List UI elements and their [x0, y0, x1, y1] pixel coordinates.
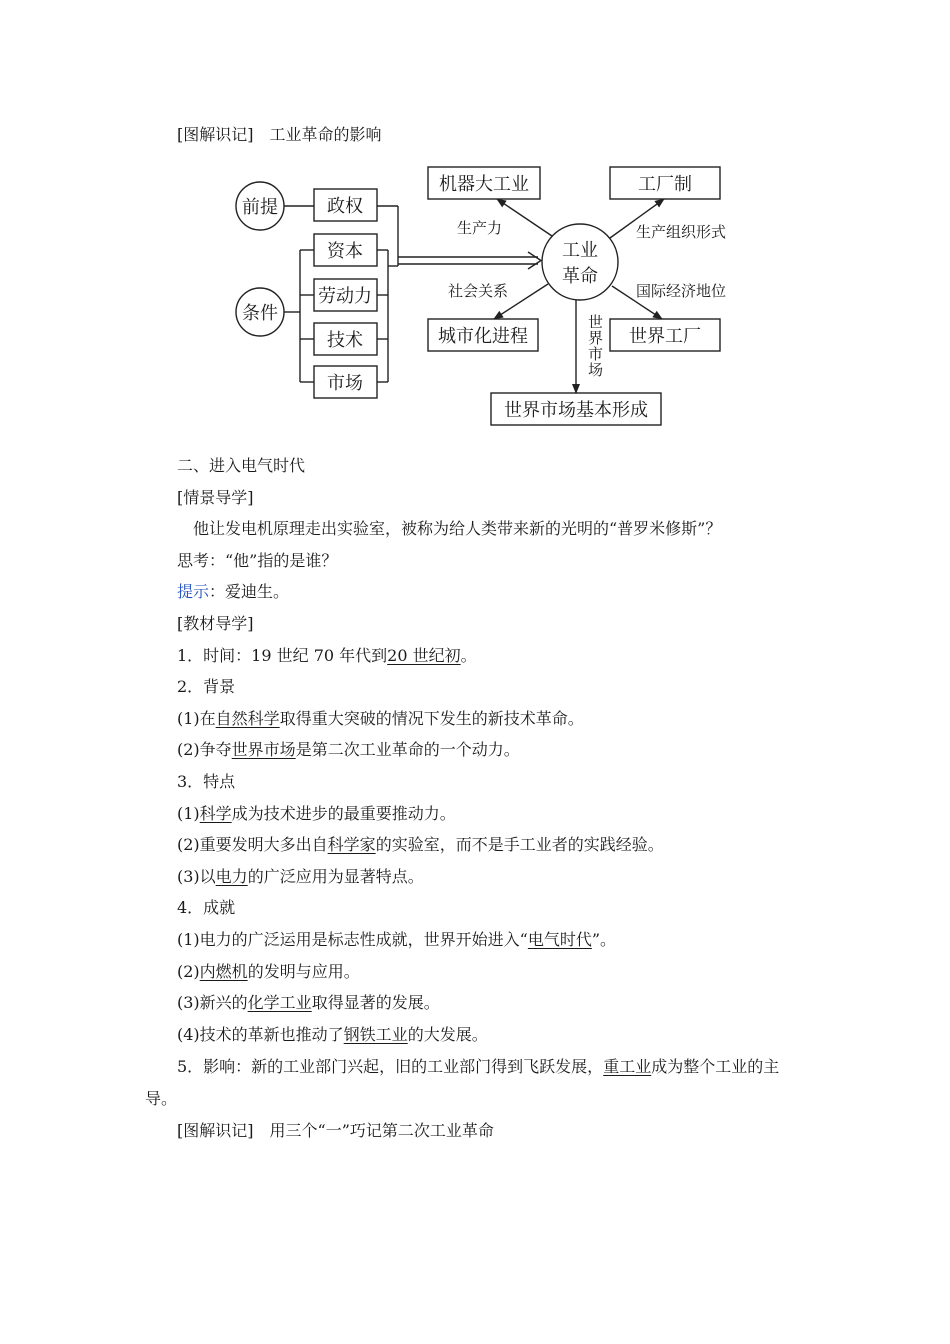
time-pre: 1．时间：19 世纪 70 年代到: [177, 646, 388, 665]
feature-item-3: [177, 866, 424, 888]
a1-post: ”。: [591, 930, 617, 949]
achievements-heading: 4．成就: [177, 898, 236, 917]
bg2-pre: (2)争夺: [177, 740, 232, 759]
achievement-item-3: [177, 992, 440, 1014]
factory-system-label: 工厂制: [638, 174, 692, 195]
achievement-item-4: [177, 1024, 488, 1046]
feature-item-1: [177, 803, 456, 825]
f2-answer: 科学家: [327, 835, 376, 854]
industrial-revolution-circle: [542, 224, 618, 300]
a4-pre: (4)技术的革新也推动了: [177, 1025, 344, 1044]
industrial-revolution-impact-diagram: [0, 0, 950, 440]
scenario-text: 他让发电机原理走出实验室，被称为给人类带来新的光明的“普罗米修斯”？: [193, 519, 722, 538]
textbook-tag: [教材导学]: [177, 614, 254, 633]
conditions-label: 条件: [242, 303, 278, 324]
market-label: 市场: [327, 373, 363, 394]
a2-post: 的发明与应用。: [247, 962, 360, 981]
technology-label: 技术: [327, 330, 363, 351]
diagram-heading-2: [177, 1120, 494, 1142]
machine-industry-label: 机器大工业: [439, 174, 529, 195]
a1-pre: (1)电力的广泛运用是标志性成就，世界开始进入“: [177, 930, 528, 949]
intl-position-edge-label: 国际经济地位: [636, 282, 727, 300]
impact-answer: 重工业: [603, 1057, 652, 1076]
heading-tag: [图解识记]: [177, 125, 254, 144]
world-market-edge-char-1: 世: [588, 313, 604, 331]
impact-item: [177, 1056, 779, 1078]
bg2-answer: 世界市场: [231, 740, 296, 759]
f3-pre: (3)以: [177, 867, 216, 886]
urbanization-label: 城市化进程: [438, 326, 528, 347]
a3-answer: 化学工业: [247, 993, 312, 1012]
background-heading: 2．背景: [177, 677, 236, 696]
world-factory-label: 世界工厂: [629, 326, 701, 347]
hint-label: 提示: [177, 582, 210, 601]
feature-item-2: [177, 834, 664, 856]
a1-answer: 电气时代: [527, 930, 592, 949]
capital-label: 资本: [327, 241, 363, 262]
f2-pre: (2)重要发明大多出自: [177, 835, 328, 854]
bg1-pre: (1)在: [177, 709, 216, 728]
regime-label: 政权: [327, 196, 363, 217]
center-label-line2: 革命: [562, 266, 598, 287]
f3-answer: 电力: [215, 867, 248, 886]
time-answer: 20 世纪初: [387, 646, 461, 665]
productivity-edge-label: 生产力: [457, 219, 503, 237]
think-question: 思考：“他”指的是谁？: [177, 551, 338, 570]
heading-title: 工业革命的影响: [269, 125, 382, 144]
world-market-formed-label: 世界市场基本形成: [504, 400, 648, 421]
bg2-post: 是第二次工业革命的一个动力。: [295, 740, 520, 759]
time-post: 。: [460, 646, 477, 665]
f1-pre: (1): [177, 804, 200, 823]
labor-label: 劳动力: [318, 286, 372, 307]
world-market-edge-char-2: 界: [588, 329, 604, 347]
background-item-1: [177, 708, 584, 730]
time-item: [177, 645, 477, 667]
features-heading: 3．特点: [177, 772, 236, 791]
f2-post: 的实验室，而不是手工业者的实践经验。: [375, 835, 664, 854]
heading2-tag: [图解识记]: [177, 1121, 254, 1140]
bg1-post: 取得重大突破的情况下发生的新技术革命。: [279, 709, 584, 728]
f3-post: 的广泛应用为显著特点。: [247, 867, 424, 886]
hint-line: [177, 581, 289, 603]
a4-answer: 钢铁工业: [343, 1025, 408, 1044]
background-item-2: [177, 739, 520, 761]
social-relations-edge-label: 社会关系: [448, 282, 509, 300]
heading2-title: 用三个“一”巧记第二次工业革命: [269, 1121, 494, 1140]
a3-pre: (3)新兴的: [177, 993, 248, 1012]
achievement-item-2: [177, 961, 360, 983]
world-market-edge-char-4: 场: [588, 361, 604, 379]
a3-post: 取得显著的发展。: [311, 993, 440, 1012]
bg1-answer: 自然科学: [215, 709, 280, 728]
section-title: 二、进入电气时代: [177, 456, 306, 475]
f1-post: 成为技术进步的最重要推动力。: [231, 804, 456, 823]
premise-label: 前提: [242, 197, 278, 218]
a2-pre: (2): [177, 962, 200, 981]
impact-continuation: 导。: [145, 1089, 178, 1108]
achievement-item-1: [177, 929, 616, 951]
center-label-line1: 工业: [562, 240, 598, 261]
impact-post: 成为整个工业的主: [651, 1057, 780, 1076]
world-market-edge-char-3: 市: [588, 345, 604, 363]
org-form-edge-label: 生产组织形式: [636, 223, 727, 241]
hint-answer: ：爱迪生。: [209, 582, 290, 601]
a4-post: 的大发展。: [407, 1025, 488, 1044]
scenario-tag: [情景导学]: [177, 488, 254, 507]
a2-answer: 内燃机: [199, 962, 248, 981]
impact-pre: 5．影响：新的工业部门兴起，旧的工业部门得到飞跃发展，: [177, 1057, 604, 1076]
f1-answer: 科学: [199, 804, 232, 823]
